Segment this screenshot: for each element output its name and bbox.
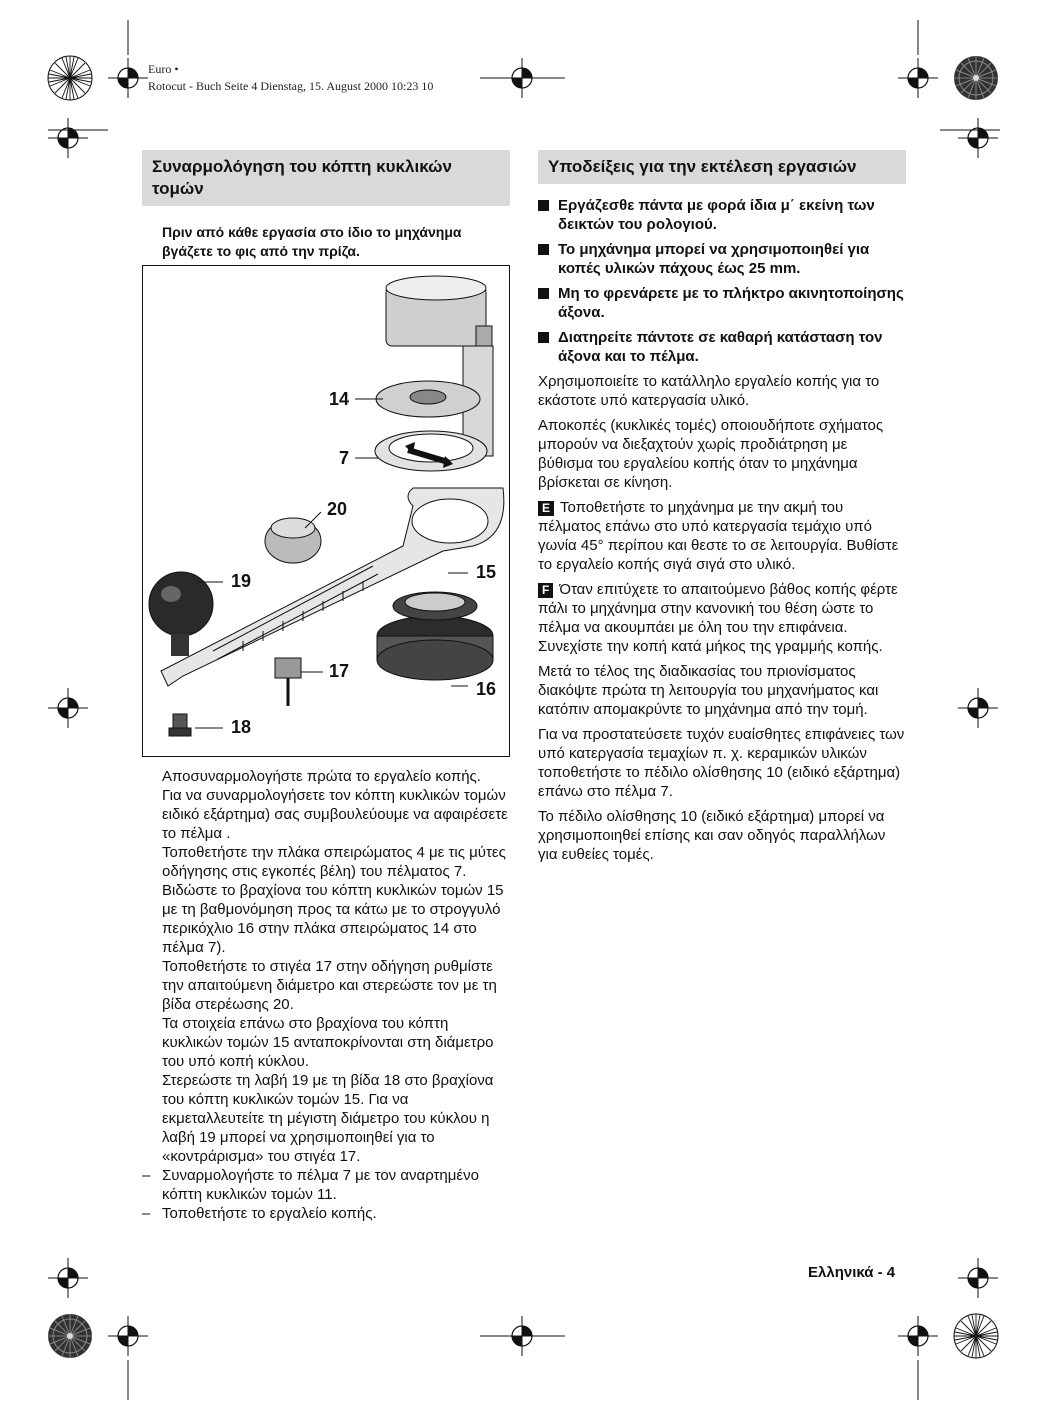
left-paragraph: Αποσυναρμολογήστε πρώτα το εργαλείο κοπής. bbox=[162, 768, 481, 785]
bullet-square bbox=[538, 332, 549, 343]
dash-glyph: – bbox=[142, 1167, 151, 1184]
bullet-text: Το μηχάνημα μπορεί να χρησιμοποιηθεί για κοπές υλικών πάχους έως 25 mm. bbox=[558, 241, 870, 277]
paragraph: Για να προστατεύσετε τυχόν ευαίσθητες επιφάνειες των υπό κατεργασία τεμαχίων π. χ. κεραμικών υλικών τοποθετήστε το πέδιλο ολίσθησης 10 (ειδικό εξάρτημα) επάνω στο πέλμα 7. bbox=[538, 726, 905, 800]
bullet-item bbox=[538, 328, 906, 366]
paragraph: Χρησιμοποιείτε το κατάλληλο εργαλείο κοπής για το εκάστοτε υπό κατεργασία υλικό. bbox=[538, 373, 880, 409]
bullet-item bbox=[538, 196, 906, 234]
base-plate-housing bbox=[386, 276, 493, 456]
right-heading: Υποδείξεις για την εκτέλεση εργασιών bbox=[538, 150, 906, 184]
dash-text: Συναρμολογήστε το πέλμα 7 με τον αναρτημένο κόπτη κυκλικών τομών 11. bbox=[162, 1167, 479, 1203]
slug-line-2: Rotocut - Buch Seite 4 Dienstag, 15. August 2000 10:23 10 bbox=[148, 79, 434, 93]
screw-18 bbox=[169, 714, 191, 736]
callout-19: 19 bbox=[231, 571, 252, 591]
figure-label-e: E bbox=[538, 501, 554, 516]
page-footer: Ελληνικά - 4 bbox=[808, 1264, 896, 1281]
callout-14: 14 bbox=[329, 389, 350, 409]
left-paragraph: Τα στοιχεία επάνω στο βραχίονα του κόπτη κυκλικών τομών 15 ανταποκρίνονται στη διάμετρο του υπό κοπή κύκλου. bbox=[162, 1015, 494, 1070]
circle-cutter-drawing bbox=[143, 266, 509, 756]
paragraph: Το πέδιλο ολίσθησης 10 (ειδικό εξάρτημα) μπορεί να χρησιμοποιηθεί επίσης και σαν οδηγός παραλλήλων για ευθείες τομές. bbox=[538, 808, 886, 863]
handle-19 bbox=[149, 572, 213, 656]
left-paragraph: Τοποθετήστε την πλάκα σπειρώματος 4 με τις μύτες οδήγησης στις εγκοπές βέλη) του πέλματος 7. bbox=[162, 844, 506, 880]
left-paragraph: Στερεώστε τη λαβή 19 με τη βίδα 18 στο βραχίονα του κόπτη κυκλικών τομών 15. Για να εκμεταλλευτείτε τη μέγιστη διάμετρο του κύκλου η λαβή 19 μπορεί να χρησιμοποιηθεί για το «κοντράρισμα» του στιγέα 17. bbox=[162, 1072, 494, 1165]
warning-text: Πριν από κάθε εργασία στο ίδιο το μηχάνημα βγάζετε το φις από την πρίζα. bbox=[162, 224, 462, 259]
assembly-figure bbox=[142, 265, 510, 757]
paragraph-f bbox=[538, 580, 906, 656]
round-nut-16 bbox=[377, 592, 493, 680]
callout-15: 15 bbox=[476, 562, 497, 582]
bullet-item bbox=[538, 284, 906, 322]
left-paragraph: Για να συναρμολογήσετε τον κόπτη κυκλικών τομών ειδικό εξάρτημα) σας συμβουλεύουμε να αφαιρέσετε το πέλμα . bbox=[162, 787, 508, 842]
thread-plate-14 bbox=[376, 381, 480, 417]
dash-item bbox=[142, 1166, 510, 1204]
paragraph: Αποκοπές (κυκλικές τομές) οποιουδήποτε σχήματος μπορούν να διεξαχτούν χωρίς προδιάτρηση με βύθισμα του εργαλείου κοπής όταν το μηχάνημα βρίσκεται σε κίνηση. bbox=[538, 417, 884, 491]
left-paragraph: Βιδώστε το βραχίονα του κόπτη κυκλικών τομών 15 με τη βαθμονόμηση προς τα κάτω με το στρογγυλό περικόχλιο 16 στην πλάκα σπειρώματος 14 στο πέλμα 7). bbox=[162, 882, 504, 956]
dash-text: Τοποθετήστε το εργαλείο κοπής. bbox=[162, 1205, 377, 1222]
paragraph: Μετά το τέλος της διαδικασίας του πριονίσματος διακόψτε πρώτα τη λειτουργία του μηχανήματος και κατόπιν απομακρύντε το μηχάνημα από την τομή. bbox=[538, 663, 879, 718]
dash-glyph: – bbox=[142, 1205, 151, 1222]
left-body bbox=[142, 767, 510, 1223]
callout-7: 7 bbox=[339, 448, 350, 468]
right-body bbox=[538, 196, 906, 870]
bullet-square bbox=[538, 288, 549, 299]
paragraph-e bbox=[538, 498, 906, 574]
callout-16: 16 bbox=[476, 679, 497, 699]
bullet-text: Μη το φρενάρετε με το πλήκτρο ακινητοποίησης άξονα. bbox=[558, 285, 904, 321]
dash-item bbox=[142, 1204, 510, 1223]
figure-label-f: F bbox=[538, 583, 553, 598]
bullet-square bbox=[538, 200, 549, 211]
left-heading: Συναρμολόγηση του κόπτη κυκλικών τομών bbox=[142, 150, 510, 206]
slug-line-1: Euro • bbox=[148, 62, 179, 76]
bullet-text: Εργάζεσθε πάντα με φορά ίδια μ΄ εκείνη των δεικτών του ρολογιού. bbox=[558, 197, 875, 233]
bullet-item bbox=[538, 240, 906, 278]
callout-20: 20 bbox=[327, 499, 348, 519]
print-slug bbox=[148, 61, 433, 95]
paragraph-f-text: Όταν επιτύχετε το απαιτούμενο βάθος κοπής φέρτε πάλι το μηχάνημα στην κανονική του θέση ώστε το πέλμα να ακουμπάει με όλη του την επιφάνεια. Συνεχίστε την κοπή κατά μήκος της γραμμής κοπής. bbox=[538, 581, 898, 655]
fixing-screw-20 bbox=[265, 518, 321, 563]
paragraph-e-text: Τοποθετήστε το μηχάνημα με την ακμή του πέλματος επάνω στο υπό κατεργασία τεμάχιο υπό γωνία 45° περίπου και θεστε το σε λειτουργία. Βυθίστε το εργαλείο κοπής σιγά σιγά στο υλικό. bbox=[538, 499, 899, 573]
callout-18: 18 bbox=[231, 717, 252, 737]
centering-point-17 bbox=[275, 658, 301, 706]
left-paragraph: Τοποθετήστε το στιγέα 17 στην οδήγηση ρυθμίστε την απαιτούμενη διάμετρο και στερεώστε τον με τη βίδα στερέωσης 20. bbox=[162, 958, 497, 1013]
bullet-square bbox=[538, 244, 549, 255]
bullet-text: Διατηρείτε πάντοτε σε καθαρή κατάσταση τον άξονα και το πέλμα. bbox=[558, 329, 883, 365]
base-plate-7 bbox=[375, 431, 487, 471]
callout-17: 17 bbox=[329, 661, 350, 681]
